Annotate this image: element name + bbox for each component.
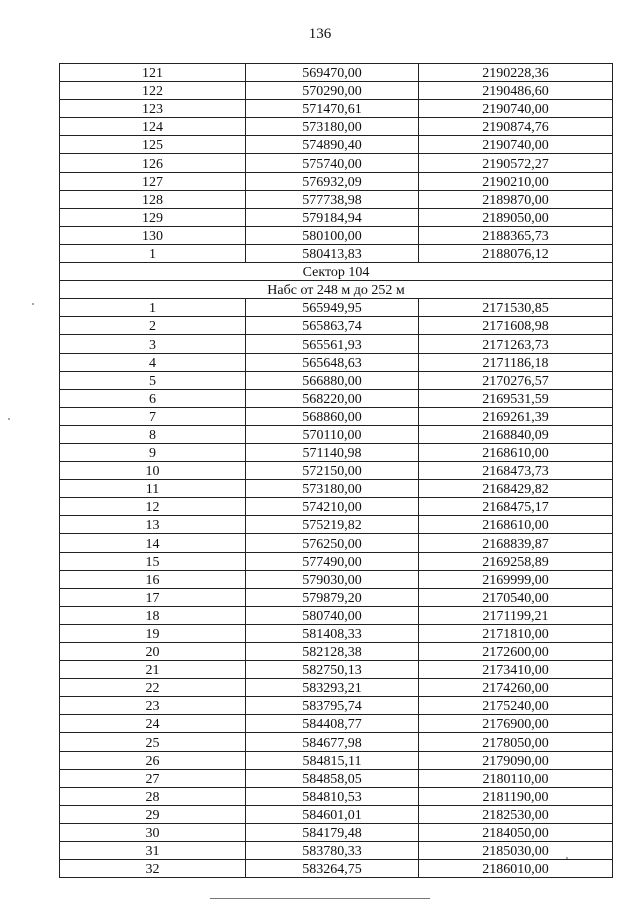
point-number: 27 xyxy=(60,769,246,787)
x-coordinate: 577738,98 xyxy=(246,190,419,208)
y-coordinate: 2171608,98 xyxy=(419,317,613,335)
y-coordinate: 2190228,36 xyxy=(419,64,613,82)
point-number: 25 xyxy=(60,733,246,751)
y-coordinate: 2169261,39 xyxy=(419,407,613,425)
sector-title: Сектор 104 xyxy=(60,263,613,281)
coordinates-rows-after xyxy=(60,299,613,878)
x-coordinate: 576250,00 xyxy=(246,534,419,552)
x-coordinate: 565648,63 xyxy=(246,353,419,371)
x-coordinate: 568860,00 xyxy=(246,407,419,425)
point-number: 4 xyxy=(60,353,246,371)
y-coordinate: 2189050,00 xyxy=(419,208,613,226)
y-coordinate: 2168839,87 xyxy=(419,534,613,552)
y-coordinate: 2181190,00 xyxy=(419,787,613,805)
point-number: 24 xyxy=(60,715,246,733)
y-coordinate: 2169999,00 xyxy=(419,570,613,588)
point-number: 128 xyxy=(60,190,246,208)
point-number: 14 xyxy=(60,534,246,552)
x-coordinate: 582750,13 xyxy=(246,661,419,679)
point-number: 1 xyxy=(60,244,246,262)
scan-speck xyxy=(32,303,34,305)
y-coordinate: 2168840,09 xyxy=(419,425,613,443)
x-coordinate: 580740,00 xyxy=(246,606,419,624)
point-number: 18 xyxy=(60,606,246,624)
table-row xyxy=(60,661,613,679)
point-number: 30 xyxy=(60,823,246,841)
point-number: 31 xyxy=(60,842,246,860)
table-row xyxy=(60,624,613,642)
y-coordinate: 2174260,00 xyxy=(419,679,613,697)
table-row xyxy=(60,317,613,335)
table-row xyxy=(60,190,613,208)
x-coordinate: 581408,33 xyxy=(246,624,419,642)
table-row xyxy=(60,462,613,480)
scan-speck xyxy=(566,857,568,859)
y-coordinate: 2169258,89 xyxy=(419,552,613,570)
table-row xyxy=(60,769,613,787)
x-coordinate: 565949,95 xyxy=(246,299,419,317)
x-coordinate: 583264,75 xyxy=(246,860,419,878)
point-number: 7 xyxy=(60,407,246,425)
y-coordinate: 2172600,00 xyxy=(419,643,613,661)
y-coordinate: 2168610,00 xyxy=(419,443,613,461)
table-row xyxy=(60,371,613,389)
point-number: 122 xyxy=(60,82,246,100)
table-row xyxy=(60,353,613,371)
table-row xyxy=(60,100,613,118)
table-row xyxy=(60,443,613,461)
x-coordinate: 584858,05 xyxy=(246,769,419,787)
point-number: 11 xyxy=(60,480,246,498)
table-row xyxy=(60,805,613,823)
x-coordinate: 575219,82 xyxy=(246,516,419,534)
y-coordinate: 2168610,00 xyxy=(419,516,613,534)
x-coordinate: 570110,00 xyxy=(246,425,419,443)
x-coordinate: 575740,00 xyxy=(246,154,419,172)
x-coordinate: 576932,09 xyxy=(246,172,419,190)
table-row xyxy=(60,244,613,262)
point-number: 16 xyxy=(60,570,246,588)
table-row xyxy=(60,643,613,661)
x-coordinate: 577490,00 xyxy=(246,552,419,570)
x-coordinate: 568220,00 xyxy=(246,389,419,407)
y-coordinate: 2171530,85 xyxy=(419,299,613,317)
sector-title-row xyxy=(60,263,613,281)
coordinates-rows-before xyxy=(60,64,613,263)
sector-heading-group xyxy=(60,263,613,299)
table-row xyxy=(60,208,613,226)
point-number: 126 xyxy=(60,154,246,172)
y-coordinate: 2190740,00 xyxy=(419,136,613,154)
point-number: 2 xyxy=(60,317,246,335)
point-number: 124 xyxy=(60,118,246,136)
x-coordinate: 584677,98 xyxy=(246,733,419,751)
table-row xyxy=(60,570,613,588)
scan-speck xyxy=(8,418,10,420)
table-row xyxy=(60,226,613,244)
table-row xyxy=(60,588,613,606)
x-coordinate: 580100,00 xyxy=(246,226,419,244)
y-coordinate: 2171199,21 xyxy=(419,606,613,624)
y-coordinate: 2179090,00 xyxy=(419,751,613,769)
point-number: 10 xyxy=(60,462,246,480)
point-number: 32 xyxy=(60,860,246,878)
x-coordinate: 579879,20 xyxy=(246,588,419,606)
x-coordinate: 573180,00 xyxy=(246,480,419,498)
x-coordinate: 574210,00 xyxy=(246,498,419,516)
point-number: 9 xyxy=(60,443,246,461)
table-row xyxy=(60,860,613,878)
y-coordinate: 2182530,00 xyxy=(419,805,613,823)
point-number: 121 xyxy=(60,64,246,82)
table-row xyxy=(60,480,613,498)
y-coordinate: 2168429,82 xyxy=(419,480,613,498)
y-coordinate: 2188076,12 xyxy=(419,244,613,262)
point-number: 130 xyxy=(60,226,246,244)
y-coordinate: 2185030,00 xyxy=(419,842,613,860)
scan-edge-line xyxy=(210,898,430,899)
height-range-row xyxy=(60,281,613,299)
x-coordinate: 583293,21 xyxy=(246,679,419,697)
y-coordinate: 2186010,00 xyxy=(419,860,613,878)
point-number: 22 xyxy=(60,679,246,697)
y-coordinate: 2171186,18 xyxy=(419,353,613,371)
coordinates-table xyxy=(59,63,613,878)
table-row xyxy=(60,552,613,570)
table-row xyxy=(60,64,613,82)
point-number: 23 xyxy=(60,697,246,715)
point-number: 15 xyxy=(60,552,246,570)
point-number: 1 xyxy=(60,299,246,317)
table-row xyxy=(60,823,613,841)
x-coordinate: 579184,94 xyxy=(246,208,419,226)
x-coordinate: 584408,77 xyxy=(246,715,419,733)
x-coordinate: 583795,74 xyxy=(246,697,419,715)
table-row xyxy=(60,335,613,353)
y-coordinate: 2180110,00 xyxy=(419,769,613,787)
y-coordinate: 2189870,00 xyxy=(419,190,613,208)
table-row xyxy=(60,516,613,534)
page-number: 136 xyxy=(308,26,332,42)
x-coordinate: 571470,61 xyxy=(246,100,419,118)
point-number: 13 xyxy=(60,516,246,534)
table-row xyxy=(60,136,613,154)
table-row xyxy=(60,118,613,136)
y-coordinate: 2190210,00 xyxy=(419,172,613,190)
y-coordinate: 2190486,60 xyxy=(419,82,613,100)
point-number: 20 xyxy=(60,643,246,661)
point-number: 129 xyxy=(60,208,246,226)
y-coordinate: 2170540,00 xyxy=(419,588,613,606)
x-coordinate: 584179,48 xyxy=(246,823,419,841)
table-row xyxy=(60,498,613,516)
y-coordinate: 2173410,00 xyxy=(419,661,613,679)
point-number: 28 xyxy=(60,787,246,805)
point-number: 3 xyxy=(60,335,246,353)
table-row xyxy=(60,425,613,443)
y-coordinate: 2171810,00 xyxy=(419,624,613,642)
x-coordinate: 583780,33 xyxy=(246,842,419,860)
y-coordinate: 2170276,57 xyxy=(419,371,613,389)
point-number: 12 xyxy=(60,498,246,516)
y-coordinate: 2190572,27 xyxy=(419,154,613,172)
x-coordinate: 584810,53 xyxy=(246,787,419,805)
x-coordinate: 570290,00 xyxy=(246,82,419,100)
table-row xyxy=(60,751,613,769)
x-coordinate: 582128,38 xyxy=(246,643,419,661)
table-row xyxy=(60,787,613,805)
x-coordinate: 566880,00 xyxy=(246,371,419,389)
y-coordinate: 2168475,17 xyxy=(419,498,613,516)
table-row xyxy=(60,606,613,624)
x-coordinate: 569470,00 xyxy=(246,64,419,82)
table-row xyxy=(60,154,613,172)
point-number: 123 xyxy=(60,100,246,118)
table-row xyxy=(60,534,613,552)
x-coordinate: 574890,40 xyxy=(246,136,419,154)
x-coordinate: 580413,83 xyxy=(246,244,419,262)
table-row xyxy=(60,842,613,860)
y-coordinate: 2169531,59 xyxy=(419,389,613,407)
y-coordinate: 2168473,73 xyxy=(419,462,613,480)
table-row xyxy=(60,733,613,751)
point-number: 125 xyxy=(60,136,246,154)
table-row xyxy=(60,697,613,715)
x-coordinate: 584601,01 xyxy=(246,805,419,823)
point-number: 127 xyxy=(60,172,246,190)
table-row xyxy=(60,389,613,407)
point-number: 21 xyxy=(60,661,246,679)
point-number: 19 xyxy=(60,624,246,642)
x-coordinate: 571140,98 xyxy=(246,443,419,461)
x-coordinate: 573180,00 xyxy=(246,118,419,136)
table-row xyxy=(60,407,613,425)
point-number: 29 xyxy=(60,805,246,823)
y-coordinate: 2190874,76 xyxy=(419,118,613,136)
y-coordinate: 2171263,73 xyxy=(419,335,613,353)
y-coordinate: 2184050,00 xyxy=(419,823,613,841)
height-range: Набс от 248 м до 252 м xyxy=(60,281,613,299)
y-coordinate: 2188365,73 xyxy=(419,226,613,244)
table-row xyxy=(60,679,613,697)
point-number: 6 xyxy=(60,389,246,407)
point-number: 8 xyxy=(60,425,246,443)
point-number: 5 xyxy=(60,371,246,389)
y-coordinate: 2175240,00 xyxy=(419,697,613,715)
y-coordinate: 2190740,00 xyxy=(419,100,613,118)
x-coordinate: 584815,11 xyxy=(246,751,419,769)
table-row xyxy=(60,172,613,190)
x-coordinate: 565561,93 xyxy=(246,335,419,353)
x-coordinate: 579030,00 xyxy=(246,570,419,588)
table-row xyxy=(60,299,613,317)
y-coordinate: 2176900,00 xyxy=(419,715,613,733)
x-coordinate: 572150,00 xyxy=(246,462,419,480)
table-row xyxy=(60,715,613,733)
x-coordinate: 565863,74 xyxy=(246,317,419,335)
table-row xyxy=(60,82,613,100)
y-coordinate: 2178050,00 xyxy=(419,733,613,751)
point-number: 26 xyxy=(60,751,246,769)
point-number: 17 xyxy=(60,588,246,606)
